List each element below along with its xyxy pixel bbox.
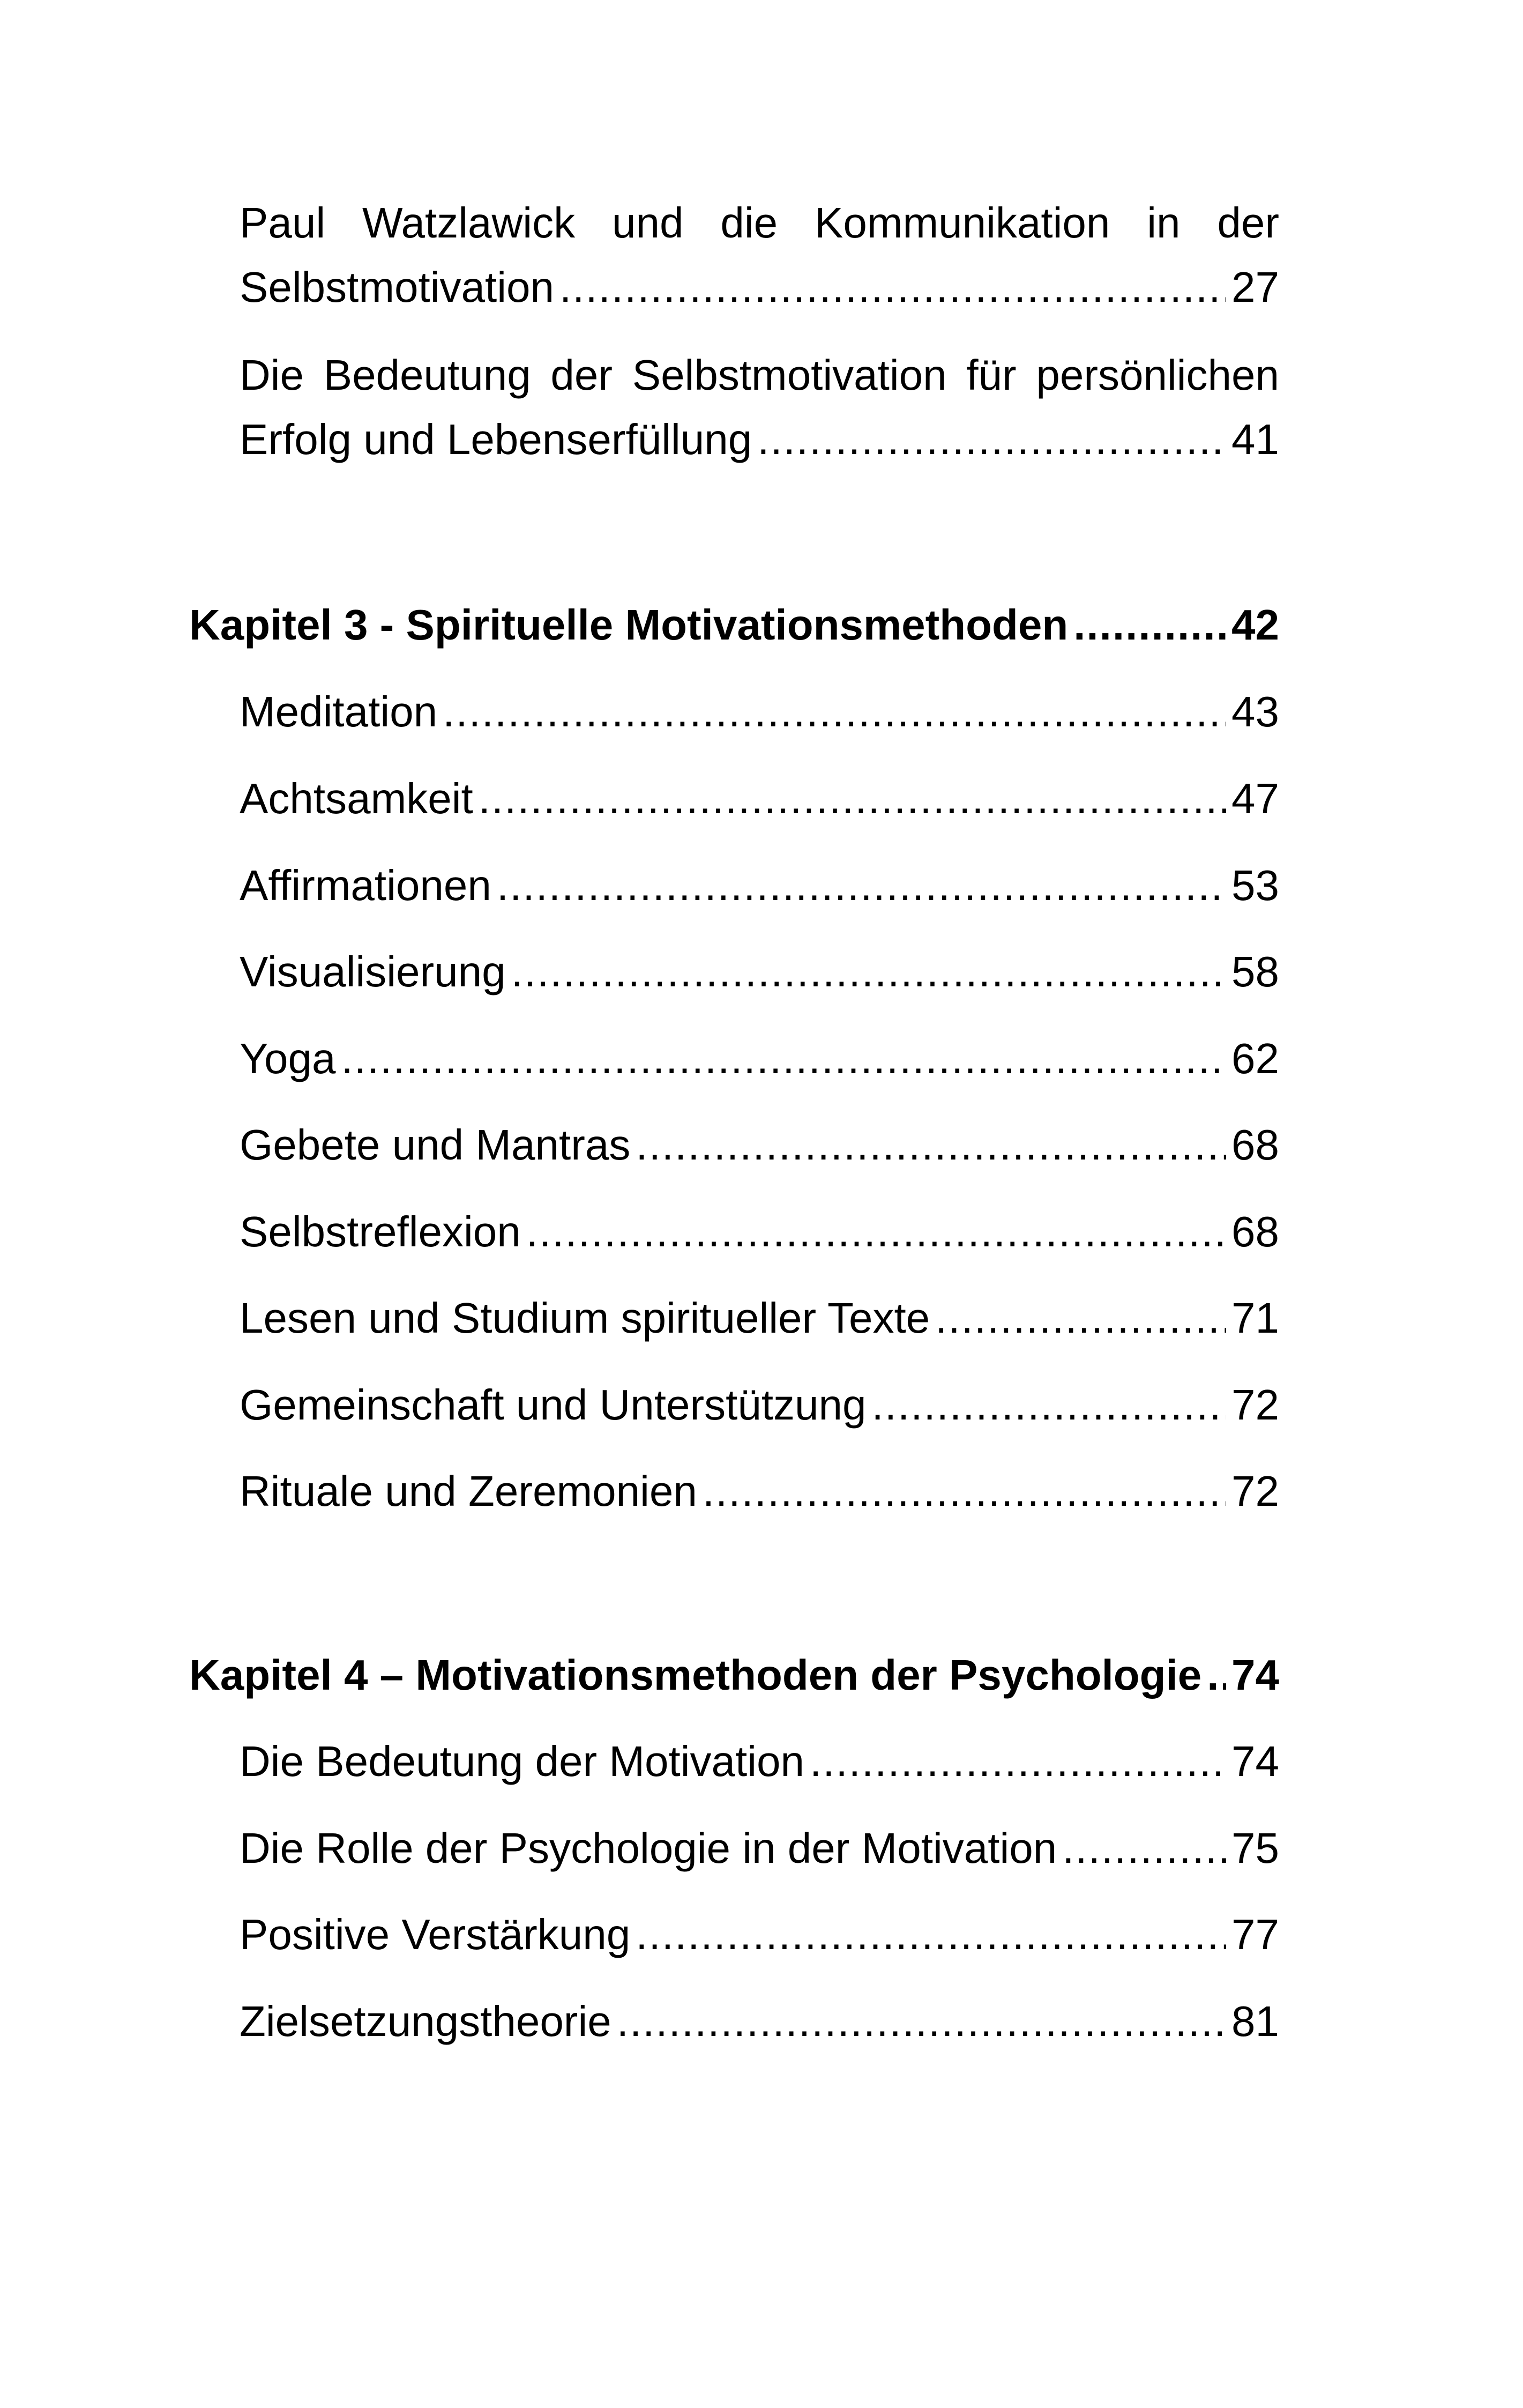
toc-row (240, 1902, 1279, 1967)
toc-row (240, 1113, 1279, 1177)
toc-chapter-label: Kapitel 3 - Spirituelle Motivationsmethoden (189, 601, 1069, 649)
toc-row (240, 407, 1279, 472)
toc-row (240, 1027, 1279, 1091)
toc-row (240, 940, 1279, 1004)
toc-entry-first-line: Paul Watzlawick und die Kommunikation in der (240, 199, 1279, 247)
toc-page-number: 53 (1231, 861, 1279, 909)
toc-page-number: 47 (1231, 775, 1279, 822)
toc-item-meditation (240, 680, 1279, 744)
toc-item-label: Gemeinschaft und Unterstützung (240, 1381, 867, 1429)
dot-leader (1062, 1816, 1226, 1881)
toc-item-affirmationen (240, 853, 1279, 918)
dot-leader (617, 1989, 1226, 2054)
toc-row (240, 255, 1279, 319)
dot-leader (341, 1027, 1227, 1091)
toc-item-zielsetzungstheorie (240, 1989, 1279, 2054)
toc-page-number: 75 (1231, 1824, 1279, 1872)
dot-leader (559, 255, 1226, 319)
dot-leader (703, 1459, 1226, 1523)
toc-row (240, 1729, 1279, 1794)
toc-item-label: Selbstreflexion (240, 1208, 521, 1255)
toc-page-number: 58 (1231, 948, 1279, 995)
toc-entry-bedeutung-selbstmotivation (240, 343, 1279, 472)
toc-row (240, 767, 1279, 831)
toc-item-label: Meditation (240, 688, 438, 735)
dot-leader (526, 1200, 1226, 1264)
toc-item-label: Gebete und Mantras (240, 1121, 631, 1169)
toc-page-number: 72 (1231, 1467, 1279, 1515)
toc-item-label: Achtsamkeit (240, 775, 473, 822)
toc-row (240, 1373, 1279, 1437)
dot-leader (810, 1729, 1226, 1794)
toc-page-number: 77 (1231, 1911, 1279, 1958)
toc-page-number: 41 (1231, 415, 1279, 463)
toc-item-rituale (240, 1459, 1279, 1523)
toc-row (240, 1200, 1279, 1264)
toc-page-number: 62 (1231, 1035, 1279, 1082)
toc-item-label: Zielsetzungstheorie (240, 1997, 611, 2045)
toc-entry-watzlawick (240, 191, 1279, 319)
toc-row (240, 1989, 1279, 2054)
dot-leader (443, 680, 1226, 744)
toc-entry-label: Erfolg und Lebenserfüllung (240, 415, 752, 463)
toc-row (240, 1816, 1279, 1881)
toc-item-gemeinschaft (240, 1373, 1279, 1437)
toc-item-visualisierung (240, 940, 1279, 1004)
toc-item-selbstreflexion (240, 1200, 1279, 1264)
toc-page-number: 68 (1231, 1121, 1279, 1169)
dot-leader (497, 853, 1226, 918)
toc-page-number: 27 (1231, 263, 1279, 311)
toc-item-positive-verstaerkung (240, 1902, 1279, 1967)
toc-chapter-4 (189, 1643, 1279, 1707)
toc-item-label: Visualisierung (240, 948, 506, 995)
toc-item-label: Yoga (240, 1035, 336, 1082)
toc-page-number: 43 (1231, 688, 1279, 735)
dot-leader (757, 407, 1226, 472)
dot-leader (1207, 1643, 1226, 1707)
toc-item-label: Die Rolle der Psychologie in der Motivation (240, 1824, 1057, 1872)
toc-page-number: 81 (1231, 1997, 1279, 2045)
toc-page-number: 71 (1231, 1294, 1279, 1342)
toc-page-number: 74 (1231, 1651, 1279, 1699)
dot-leader (636, 1902, 1226, 1967)
toc-entry-label: Selbstmotivation (240, 263, 554, 311)
toc-item-bedeutung-motivation (240, 1729, 1279, 1794)
toc-row (189, 593, 1279, 657)
toc-row (189, 1643, 1279, 1707)
toc-row (240, 1459, 1279, 1523)
toc-row (240, 680, 1279, 744)
toc-item-gebete-mantras (240, 1113, 1279, 1177)
toc-entry-first-line: Die Bedeutung der Selbstmotivation für persönlichen (240, 351, 1279, 399)
toc-item-label: Positive Verstärkung (240, 1911, 631, 1958)
toc-item-label: Lesen und Studium spiritueller Texte (240, 1294, 930, 1342)
toc-page-number: 74 (1231, 1737, 1279, 1785)
toc-page-number: 68 (1231, 1208, 1279, 1255)
toc-chapter-label: Kapitel 4 – Motivationsmethoden der Psychologie (189, 1651, 1202, 1699)
dot-leader (872, 1373, 1226, 1437)
toc-item-achtsamkeit (240, 767, 1279, 831)
toc-row (240, 1286, 1279, 1350)
toc-chapter-3 (189, 593, 1279, 657)
toc-item-label: Die Bedeutung der Motivation (240, 1737, 804, 1785)
dot-leader (935, 1286, 1226, 1350)
dot-leader (511, 940, 1226, 1004)
toc-row (240, 853, 1279, 918)
toc-item-lesen-studium (240, 1286, 1279, 1350)
toc-page-number: 42 (1231, 601, 1279, 649)
dot-leader (1073, 593, 1226, 657)
dot-leader (636, 1113, 1226, 1177)
toc-item-rolle-psychologie (240, 1816, 1279, 1881)
toc-page-number: 72 (1231, 1381, 1279, 1429)
toc-item-label: Affirmationen (240, 861, 491, 909)
toc-item-label: Rituale und Zeremonien (240, 1467, 697, 1515)
dot-leader (479, 767, 1226, 831)
toc-item-yoga (240, 1027, 1279, 1091)
